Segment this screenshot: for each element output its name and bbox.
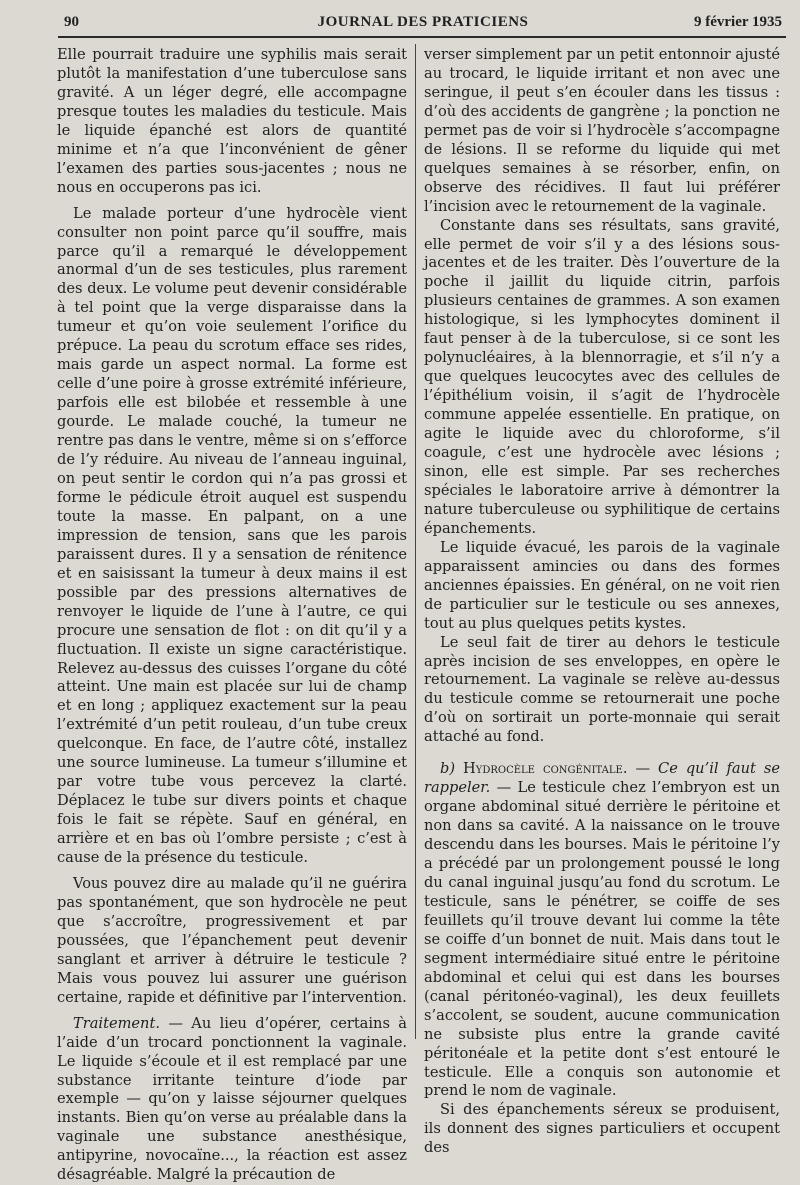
section-label: b)	[440, 760, 464, 778]
paragraph: Le malade porteur d’une hydrocèle vient consulter non point parce qu’il souffre, mais parce qu’il a remarqué le développement anormal d’un de ses testicules, plus rarement des deux. Le volume peut devenir considérable à tel point que la verge disparaisse dans la tumeur et qu’on voie seulement l’orifice du prépuce. La peau du scrotum efface ses rides, mais garde un aspect normal. La forme est celle d’une poire à grosse extrémité inférieure, parfois elle est bilobée et ressemble à une gourde. Le malade couché, la tumeur ne rentre pas dans le ventre, même si on s’efforce de l’y réduire. Au niveau de l’anneau inguinal, on peut sentir le cordon qui n’a pas grossi et forme le pédicule étroit auquel est suspendu toute la masse. En palpant, on a une impression de tension, sans que les parois paraissent dures. Il y a sensation de rénitence et en saisissant la tumeur à deux mains il est possible par des pressions alternatives de renvoyer le liquide de l’une à l’autre, ce qui procure une sensation de flot : on dit qu’il y a fluctuation. Il existe un signe caractéristique. Relevez au-dessus des cuisses l’organe du côté atteint. Une main est placée sur lui de champ et en long ; appliquez exactement sur la peau l’extrémité d’un petit rouleau, d’un tube creux quelconque. En face, de l’autre côté, installez une source lumineuse. La tumeur s’illumine et par votre tube vous percevez la clarté. Déplacez le tube sur divers points et chaque fois le fait se répète. Sauf en général, en arrière et en bas où l’ombre persiste ; c’est à cause de la présence du testicule.	[57, 204, 407, 867]
paragraph: Le seul fait de tirer au dehors le testicule après incision de ses enveloppes, en opère le retournement. La vaginale se relève au-dessus du testicule comme se retournerait une poche d’où on sortirait un porte-monnaie qui serait attaché au fond.	[424, 633, 780, 746]
paragraph: Si des épanchements séreux se produisent, ils donnent des signes particuliers et occupent des	[424, 1101, 780, 1157]
paragraph-text: — Le testicule chez l’embryon est un organe abdominal situé derrière le péritoine et non dans sa cavité. A la naissance on le trouve descendu dans les bourses. Mais le péritoine l’y a précédé par un prolongement poussé le long du canal inguinal jusqu’au fond du scrotum. Le testicule, sans le pénétrer, se coiffe de ses feuillets qu’il trouve devant lui comme la tête se coiffe d’un bonnet de nuit. Mais dans tout le segment intermédiaire situé entre le péritoine abdominal et celui qui est dans les bourses (canal péritonéo-vaginal), les deux feuillets s’accolent, se soudent, aucune communication ne subsiste plus entre la grande cavité péritonéale et la petite dont s’est entouré le testicule. Elle a conquis son autonomie et prend le nom de vaginale.	[424, 779, 780, 1100]
issue-date: 9 février 1935	[693, 14, 782, 30]
heading-dash: —	[627, 760, 659, 778]
paragraph: Vous pouvez dire au malade qu’il ne guérira pas spontanément, que son hydrocèle ne peut que s’accroître, progressivement et par poussées, que l’épanchement peut devenir sanglant et arriver à détruire le testicule ? Mais vous pouvez lui assurer une guérison certaine, rapide et définitive par l’intervention.	[57, 874, 407, 1006]
paragraph: Le liquide évacué, les parois de la vaginale apparaissent amincies ou dans des formes anciennes épaissies. En général, on ne voit rien de particulier sur le testicule ou ses annexes, tout au plus quelques petits kystes.	[424, 538, 780, 632]
paragraph-text: — Au lieu d’opérer, certains à l’aide d’un trocard ponctionnent la vaginale. Le liquide s’écoule et il est remplacé par une substance irritante teinture d’iode par exemple — qu’on y laisse séjourner quelques instants. Bien qu’on verse au préalable dans la vaginale une substance anesthésique, antipyrine, novocaïne..., la réaction est assez désagréable. Malgré la précaution de	[57, 1014, 407, 1184]
paragraph: verser simplement par un petit entonnoir ajusté au trocard, le liquide irritant et non avec une seringue, il peut s’en écouler dans les tissus : d’où des accidents de gangrène ; la ponction ne permet pas de voir si l’hydrocèle s’accompagne de lésions. Il se reforme du liquide qui met quelques semaines à se résorber, enfin, on observe des récidives. Il faut lui préférer l’incision avec le retournement de la vaginale.	[424, 46, 780, 215]
paragraph: Elle pourrait traduire une syphilis mais serait plutôt la manifestation d’une tuberculose sans gravité. A un léger degré, elle accompagne presque toutes les maladies du testicule. Mais le liquide épanché est alors de quantité minime et n’a que l’inconvénient de gêner l’examen des parties sous-jacentes ; nous ne nous en occuperons pas ici.	[57, 46, 407, 196]
section-heading: Hydrocèle congénitale.	[463, 760, 628, 778]
running-header	[64, 14, 782, 38]
right-column	[424, 46, 780, 1158]
page-number: 90	[64, 14, 79, 30]
paragraph-congenital	[424, 760, 780, 1101]
section-title: Traitement.	[73, 1014, 160, 1032]
section-subtitle: Ce qu’il faut se rappeler.	[424, 760, 780, 797]
paragraph-treatment	[57, 1015, 407, 1185]
paragraph: Constante dans ses résultats, sans gravité, elle permet de voir s’il y a des lésions sous-jacentes et de les traiter. Dès l’ouverture de la poche il jaillit du liquide citrin, parfois plusieurs centaines de grammes. A son examen histologique, si les lymphocytes dominent il faut penser à de la tuberculose, si ce sont les polynucléaires, à la blennorragie, et s’il n’y a que quelques leucocytes avec des cellules de l’épithélium voisin, il s’agit de l’hydrocèle commune appelée essentielle. En pratique, on agite le liquide avec du chloroforme, s’il coagule, c’est une hydrocèle avec lésions ; sinon, elle est simple. Par ses recherches spéciales le laboratoire arrive à démontrer la nature tuberculeuse ou syphilitique de certains épanchements.	[424, 216, 780, 537]
header-rule	[58, 36, 786, 38]
journal-title: JOURNAL DES PRATICIENS	[317, 14, 529, 30]
left-column	[57, 46, 407, 1185]
column-divider	[415, 44, 416, 1039]
